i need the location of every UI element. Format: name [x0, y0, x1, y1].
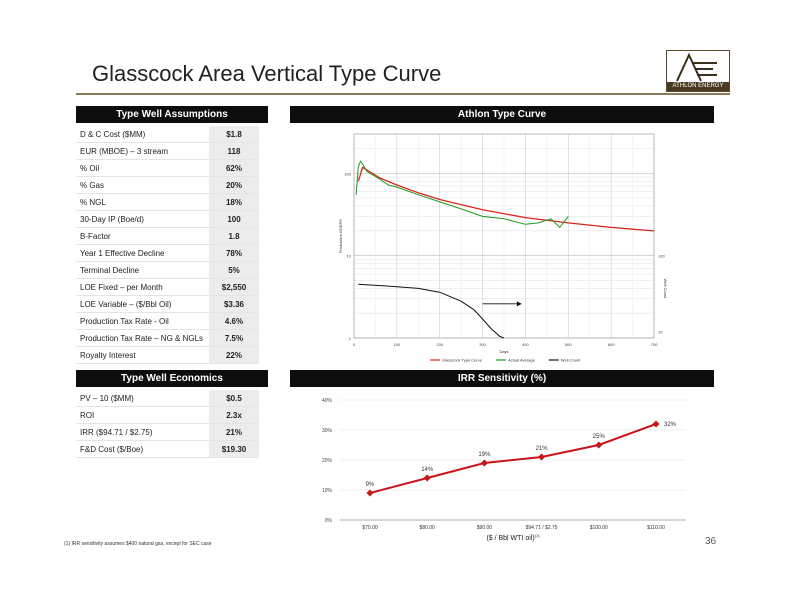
assumption-label: Terminal Decline	[76, 262, 209, 279]
y2-axis-label: Well Count	[663, 278, 668, 299]
assumptions-table	[76, 126, 259, 364]
type-curve-chart	[290, 126, 714, 364]
assumption-row	[76, 347, 259, 364]
x-tick-label: 600	[607, 342, 615, 347]
title-divider	[76, 93, 730, 95]
y-tick-label: 40%	[321, 398, 332, 404]
assumption-row	[76, 313, 259, 330]
assumption-value: 18%	[209, 194, 259, 211]
assumption-row	[76, 245, 259, 262]
economics-header: Type Well Economics	[76, 370, 268, 387]
assumption-value: 7.5%	[209, 330, 259, 347]
assumption-value: $3.36	[209, 296, 259, 313]
economic-label: ROI	[76, 407, 209, 424]
assumption-row	[76, 330, 259, 347]
legend-label: Well Count	[560, 357, 581, 363]
economic-value: $19.30	[209, 441, 259, 458]
economic-value: $0.5	[209, 390, 259, 407]
assumption-label: EUR (MBOE) – 3 stream	[76, 143, 209, 160]
type-curve-header: Athlon Type Curve	[290, 106, 714, 123]
assumption-label: Year 1 Effective Decline	[76, 245, 209, 262]
assumption-value: 1.8	[209, 228, 259, 245]
footnote: (1) IRR sensitivity assumes $400 natural gas, except for SEC case	[64, 541, 212, 547]
y-tick-label: 30%	[321, 428, 332, 434]
irr-marker	[653, 421, 660, 428]
assumption-value: $1.8	[209, 126, 259, 143]
x-tick-label: 500	[564, 342, 572, 347]
annotation-arrowhead	[517, 301, 522, 306]
irr-data-label: 9%	[365, 482, 375, 488]
economics-table	[76, 390, 259, 458]
x-tick-label: $100.00	[589, 525, 608, 531]
assumption-value: 78%	[209, 245, 259, 262]
irr-line	[370, 424, 656, 493]
page-title: Glasscock Area Vertical Type Curve	[92, 61, 442, 86]
assumption-label: LOE Fixed – per Month	[76, 279, 209, 296]
x-tick-label: $110.00	[647, 525, 665, 531]
assumption-value: 100	[209, 211, 259, 228]
assumption-label: % Oil	[76, 160, 209, 177]
assumption-label: % Gas	[76, 177, 209, 194]
series-line-2	[356, 161, 568, 227]
irr-marker	[595, 442, 602, 449]
x-tick-label: 700	[650, 342, 658, 347]
assumption-label: Royalty Interest	[76, 347, 209, 364]
assumption-value: 22%	[209, 347, 259, 364]
assumption-label: B-Factor	[76, 228, 209, 245]
x-tick-label: 400	[522, 342, 529, 347]
economic-label: PV – 10 ($MM)	[76, 390, 209, 407]
assumption-row	[76, 211, 259, 228]
assumption-row	[76, 177, 259, 194]
x-axis-label: ($ / Bbl WTI oil)$^{(1)}$	[486, 533, 540, 542]
assumption-row	[76, 279, 259, 296]
assumption-row	[76, 160, 259, 177]
assumption-row	[76, 194, 259, 211]
y-tick-label: 1	[348, 336, 351, 341]
legend-label: Glasscock Type Curve	[442, 357, 482, 363]
company-logo	[666, 50, 730, 92]
x-tick-label: 0	[352, 342, 356, 347]
economic-row	[76, 441, 259, 458]
irr-marker	[481, 460, 488, 467]
y2-tick-label: 100	[658, 253, 665, 259]
economic-row	[76, 407, 259, 424]
x-tick-label: 300	[479, 342, 486, 347]
irr-data-label: 25%	[592, 434, 605, 440]
assumption-value: 20%	[209, 177, 259, 194]
assumption-label: LOE Variable – ($/Bbl Oil)	[76, 296, 209, 313]
x-axis-label: Days	[499, 349, 509, 354]
assumption-label: D & C Cost ($MM)	[76, 126, 209, 143]
y-tick-label: 20%	[321, 458, 332, 464]
x-tick-label: $80.00	[419, 525, 435, 531]
x-tick-label: 100	[393, 342, 401, 347]
irr-marker	[538, 454, 545, 461]
economic-value: 2.3x	[209, 407, 259, 424]
irr-chart	[290, 390, 717, 548]
logo-mark-icon	[667, 51, 729, 83]
irr-marker	[367, 490, 374, 497]
economic-row	[76, 424, 259, 441]
assumption-row	[76, 228, 259, 245]
assumption-row	[76, 262, 259, 279]
assumption-value: 4.6%	[209, 313, 259, 330]
x-tick-label: $94.71 / $2.75	[525, 525, 558, 531]
irr-header: IRR Sensitivity (%)	[290, 370, 714, 387]
assumption-value: 118	[209, 143, 259, 160]
assumption-value: $2,550	[209, 279, 259, 296]
y-tick-label: 100	[344, 171, 351, 177]
economic-row	[76, 390, 259, 407]
irr-data-label: 21%	[535, 446, 548, 452]
x-tick-label: 200	[436, 342, 444, 347]
y-tick-label: 10	[346, 253, 351, 259]
irr-data-label: 14%	[421, 467, 434, 473]
y2-tick-label: 10	[658, 329, 663, 335]
irr-marker	[424, 475, 431, 482]
assumption-label: % NGL	[76, 194, 209, 211]
assumption-label: 30-Day IP (Boe/d)	[76, 211, 209, 228]
assumption-label: Production Tax Rate - Oil	[76, 313, 209, 330]
y-tick-label: 10%	[321, 488, 332, 494]
economic-label: IRR ($94.71 / $2.75)	[76, 424, 209, 441]
assumption-label: Production Tax Rate – NG & NGLs	[76, 330, 209, 347]
assumption-row	[76, 143, 259, 160]
x-tick-label: $90.00	[476, 525, 493, 531]
assumption-value: 5%	[209, 262, 259, 279]
legend-label: Actual Average	[508, 357, 535, 363]
assumptions-header: Type Well Assumptions	[76, 106, 268, 123]
economic-label: F&D Cost ($/Boe)	[76, 441, 209, 458]
series-line-3	[358, 284, 504, 338]
irr-data-label: 19%	[478, 452, 491, 458]
y-tick-label: 0%	[324, 518, 332, 524]
page-number: 36	[705, 536, 717, 547]
assumption-value: 62%	[209, 160, 259, 177]
logo-name: ATHLON ENERGY	[672, 83, 724, 89]
y-axis-label: Production BOEPD	[338, 218, 343, 254]
assumption-row	[76, 126, 259, 143]
irr-data-label: 32%	[664, 422, 677, 428]
assumption-row	[76, 296, 259, 313]
economic-value: 21%	[209, 424, 259, 441]
x-tick-label: $70.00	[362, 525, 378, 531]
